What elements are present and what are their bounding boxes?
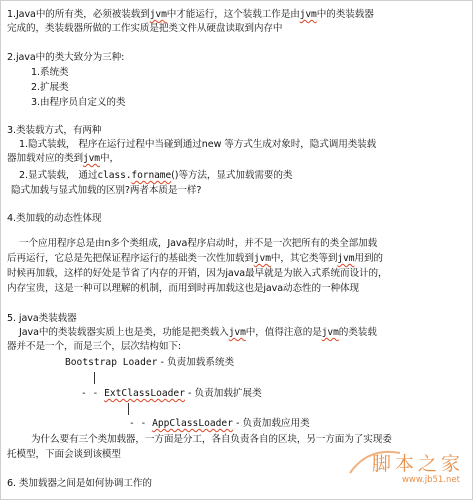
text-span: 的类装载 (338, 327, 377, 338)
section-2-item-2: 2.扩展类 (31, 82, 69, 93)
tree-connector (128, 403, 129, 415)
loader-desc: - 负责加载应用类 (232, 418, 310, 429)
text-span: 用到的 (354, 253, 383, 264)
jvm-term: jvm (337, 253, 355, 264)
text-span: Java中的类装载器实质上也是类，功能是把类载入 (19, 327, 229, 338)
tree-dash: - - (129, 418, 153, 429)
tree-connector (94, 372, 95, 384)
jvm-term: jvm (82, 153, 100, 164)
text-span: 器加载对应的类到 (7, 153, 83, 164)
section-4-line-2 (7, 252, 383, 265)
loader-desc: - 负责加载扩展类 (184, 388, 262, 399)
jvm-term: jvm (299, 9, 317, 20)
text-span: 中才能运行，这个装载工作是由 (166, 9, 300, 20)
tree-dash: - - (81, 388, 105, 399)
section-4-heading: 4.类加载的动态性体现 (7, 213, 102, 224)
text-span: ()等方法，显式加载需要的类 (171, 170, 293, 181)
section-2-item-1: 1.系统类 (31, 67, 69, 78)
code-term: class. (97, 170, 132, 181)
section-5-line-4: 托模型，下面会谈到该模型 (7, 449, 121, 460)
loader-name: AppClassLoader (152, 418, 233, 429)
watermark-url: www.jb51.net (401, 475, 460, 485)
tree-ext-class-loader (81, 387, 262, 400)
loader-name: ExtClassLoader (104, 388, 185, 399)
code-term: forname (131, 170, 172, 181)
text-span: 中的类装载器 (316, 9, 374, 20)
section-3-line-1: 1.隐式装载， 程序在运行过程中当碰到通过new 等方式生成对象时，隐式调用类装载 (19, 139, 377, 150)
section-3-line-2 (7, 152, 119, 165)
site-watermark-logo (344, 443, 464, 495)
section-3-heading: 3.类装载方式，有两种 (7, 125, 102, 136)
jvm-term: jvm (253, 253, 271, 264)
text-span: 2.显式装载， 通过 (19, 170, 98, 181)
section-2-item-3: 3.由程序员自定义的类 (31, 97, 126, 108)
jvm-term: jvm (321, 327, 339, 338)
section-3-line-3 (19, 169, 292, 182)
section-5-line-1 (19, 326, 377, 339)
tree-bootstrap-loader (65, 356, 234, 369)
section-1-line-1 (7, 8, 374, 21)
text-span: 1.Java中的所有类，必须被装载到 (7, 9, 150, 20)
section-2-heading: 2.java中的类大致分为三种: (7, 52, 125, 63)
loader-desc: - 负责加载系统类 (157, 357, 235, 368)
section-4-line-3: 时候再加载，这样的好处是节省了内存的开销，因为java最早就是为嵌入式系统而设计的， (7, 268, 388, 279)
watermark-title: 脚本之家 (371, 453, 464, 475)
jvm-term: jvm (228, 327, 246, 338)
section-5-line-2: 器并不是一个，而是三个，层次结构如下: (7, 341, 182, 352)
section-6-heading: 6. 类加载器之间是如何协调工作的 (7, 478, 152, 489)
tree-app-class-loader (129, 417, 310, 430)
section-1-line-2: 完成的，类装载器所做的工作实质是把类文件从硬盘读取到内存中 (7, 23, 283, 34)
section-4-line-1: 一个应用程序总是由n多个类组成，Java程序启动时，并不是一次把所有的类全部加载 (19, 238, 378, 249)
section-4-line-4: 内存宝贵，这是一种可以理解的机制，而用到时再加载这也是java动态性的一种体现 (7, 283, 359, 294)
loader-name: Bootstrap Loader (65, 357, 158, 368)
section-3-line-4: 隐式加载与显式加载的区别?两者本质是一样? (11, 185, 202, 196)
text-span: 中， (99, 153, 119, 164)
text-span: 中，值得注意的是 (245, 327, 322, 338)
section-5-line-3: 为什么要有三个类加载器，一方面是分工，各自负责各自的区块，另一方面为了实现委 (31, 434, 392, 445)
text-span: 中，其它类等到 (270, 253, 338, 264)
section-5-heading: 5. java类装载器 (7, 313, 77, 324)
jvm-term: jvm (149, 9, 167, 20)
text-span: 后再运行，它总是先把保证程序运行的基础类一次性加载到 (7, 253, 254, 264)
